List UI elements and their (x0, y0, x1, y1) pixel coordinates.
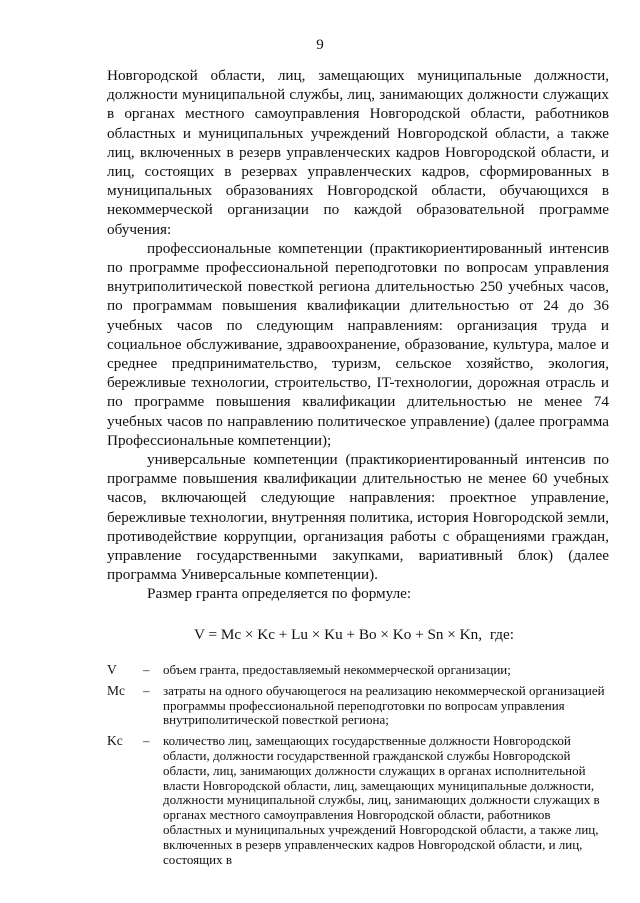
definition-symbol: Kc (107, 733, 123, 749)
paragraph-universal-competencies: универсальные компетенции (практикориентированный интенсив по программе повышения квалификации длительностью не менее 60 учебных часов, включающей следующие направления: проектное управление, бережливые технологии, внутренняя политика, история Новгородской земли, противодействие коррупции, организация работы с обращениями граждан, управление государственными закупками, вариативный блок) (далее программа Универсальные компетенции). (107, 451, 609, 584)
body-text (107, 66, 609, 604)
definition-text: объем гранта, предоставляемый некоммерческой организации; (163, 662, 511, 677)
definition-dash: – (143, 733, 150, 749)
page-number: 9 (316, 37, 324, 53)
paragraph-grant-formula-intro: Размер гранта определяется по формуле: (147, 585, 412, 603)
definition-text: количество лиц, замещающих государственные должности Новгородской области, должности государственной гражданской службы Новгородской области, лиц, занимающих должности служащих в органах исполнительной власти Новгородской области, лиц, замещающих муниципальные должности, должности муниципальной службы, лиц, занимающих должности служащих в органах местного самоуправления Новгородской области, работников областных и муниципальных учреждений Новгородской области, а также лиц, включенных в резерв управленческих кадров Новгородской области, и лиц, состоящих в (163, 733, 600, 867)
paragraph-professional-competencies: профессиональные компетенции (практикориентированный интенсив по программе профессиональной переподготовки по вопросам управления внутриполитической повесткой региона длительностью 250 учебных часов, по программам повышения квалификации длительностью от 24 до 36 учебных часов по следующим направлениям: организация труда и социальное обслуживание, здравоохранение, образование, культура, малое и среднее предпринимательство, туризм, сельское хозяйство, экология, бережливые технологии, строительство, IT-технологии, дорожная отрасль и по программе повышения квалификации длительностью не менее 74 учебных часов по направлению политическое управление) (далее программа Профессиональные компетенции); (107, 239, 609, 449)
definition-dash: – (143, 682, 150, 698)
definition-row (107, 663, 609, 678)
definition-row (107, 734, 609, 867)
definition-dash: – (143, 662, 150, 677)
definition-text: затраты на одного обучающегося на реализацию некоммерческой организацией программы профессиональной переподготовки по вопросам управления внутриполитической повесткой региона; (163, 682, 605, 728)
formula-expression: V = Mc × Kc + Lu × Ku + Bo × Ko + Sn × Kn, (193, 626, 483, 643)
definition-symbol: V (107, 662, 117, 677)
grant-formula (0, 625, 640, 645)
definition-row (107, 684, 609, 728)
definitions-list (107, 663, 609, 873)
paragraph-continuation: Новгородской области, лиц, замещающих муниципальные должности, должности муниципальной службы, лиц, занимающих должности служащих в органах местного самоуправления Новгородской области, работников областных и муниципальных учреждений Новгородской области, а также лиц, включенных в резерв управленческих кадров Новгородской области, и лиц, состоящих в резервах управленческих кадров, сформированных в муниципальных образованиях Новгородской области, обучающихся в некоммерческой организации по каждой образовательной программе обучения: (107, 67, 609, 238)
formula-suffix: где: (489, 626, 514, 643)
definition-symbol: Mc (107, 682, 125, 698)
